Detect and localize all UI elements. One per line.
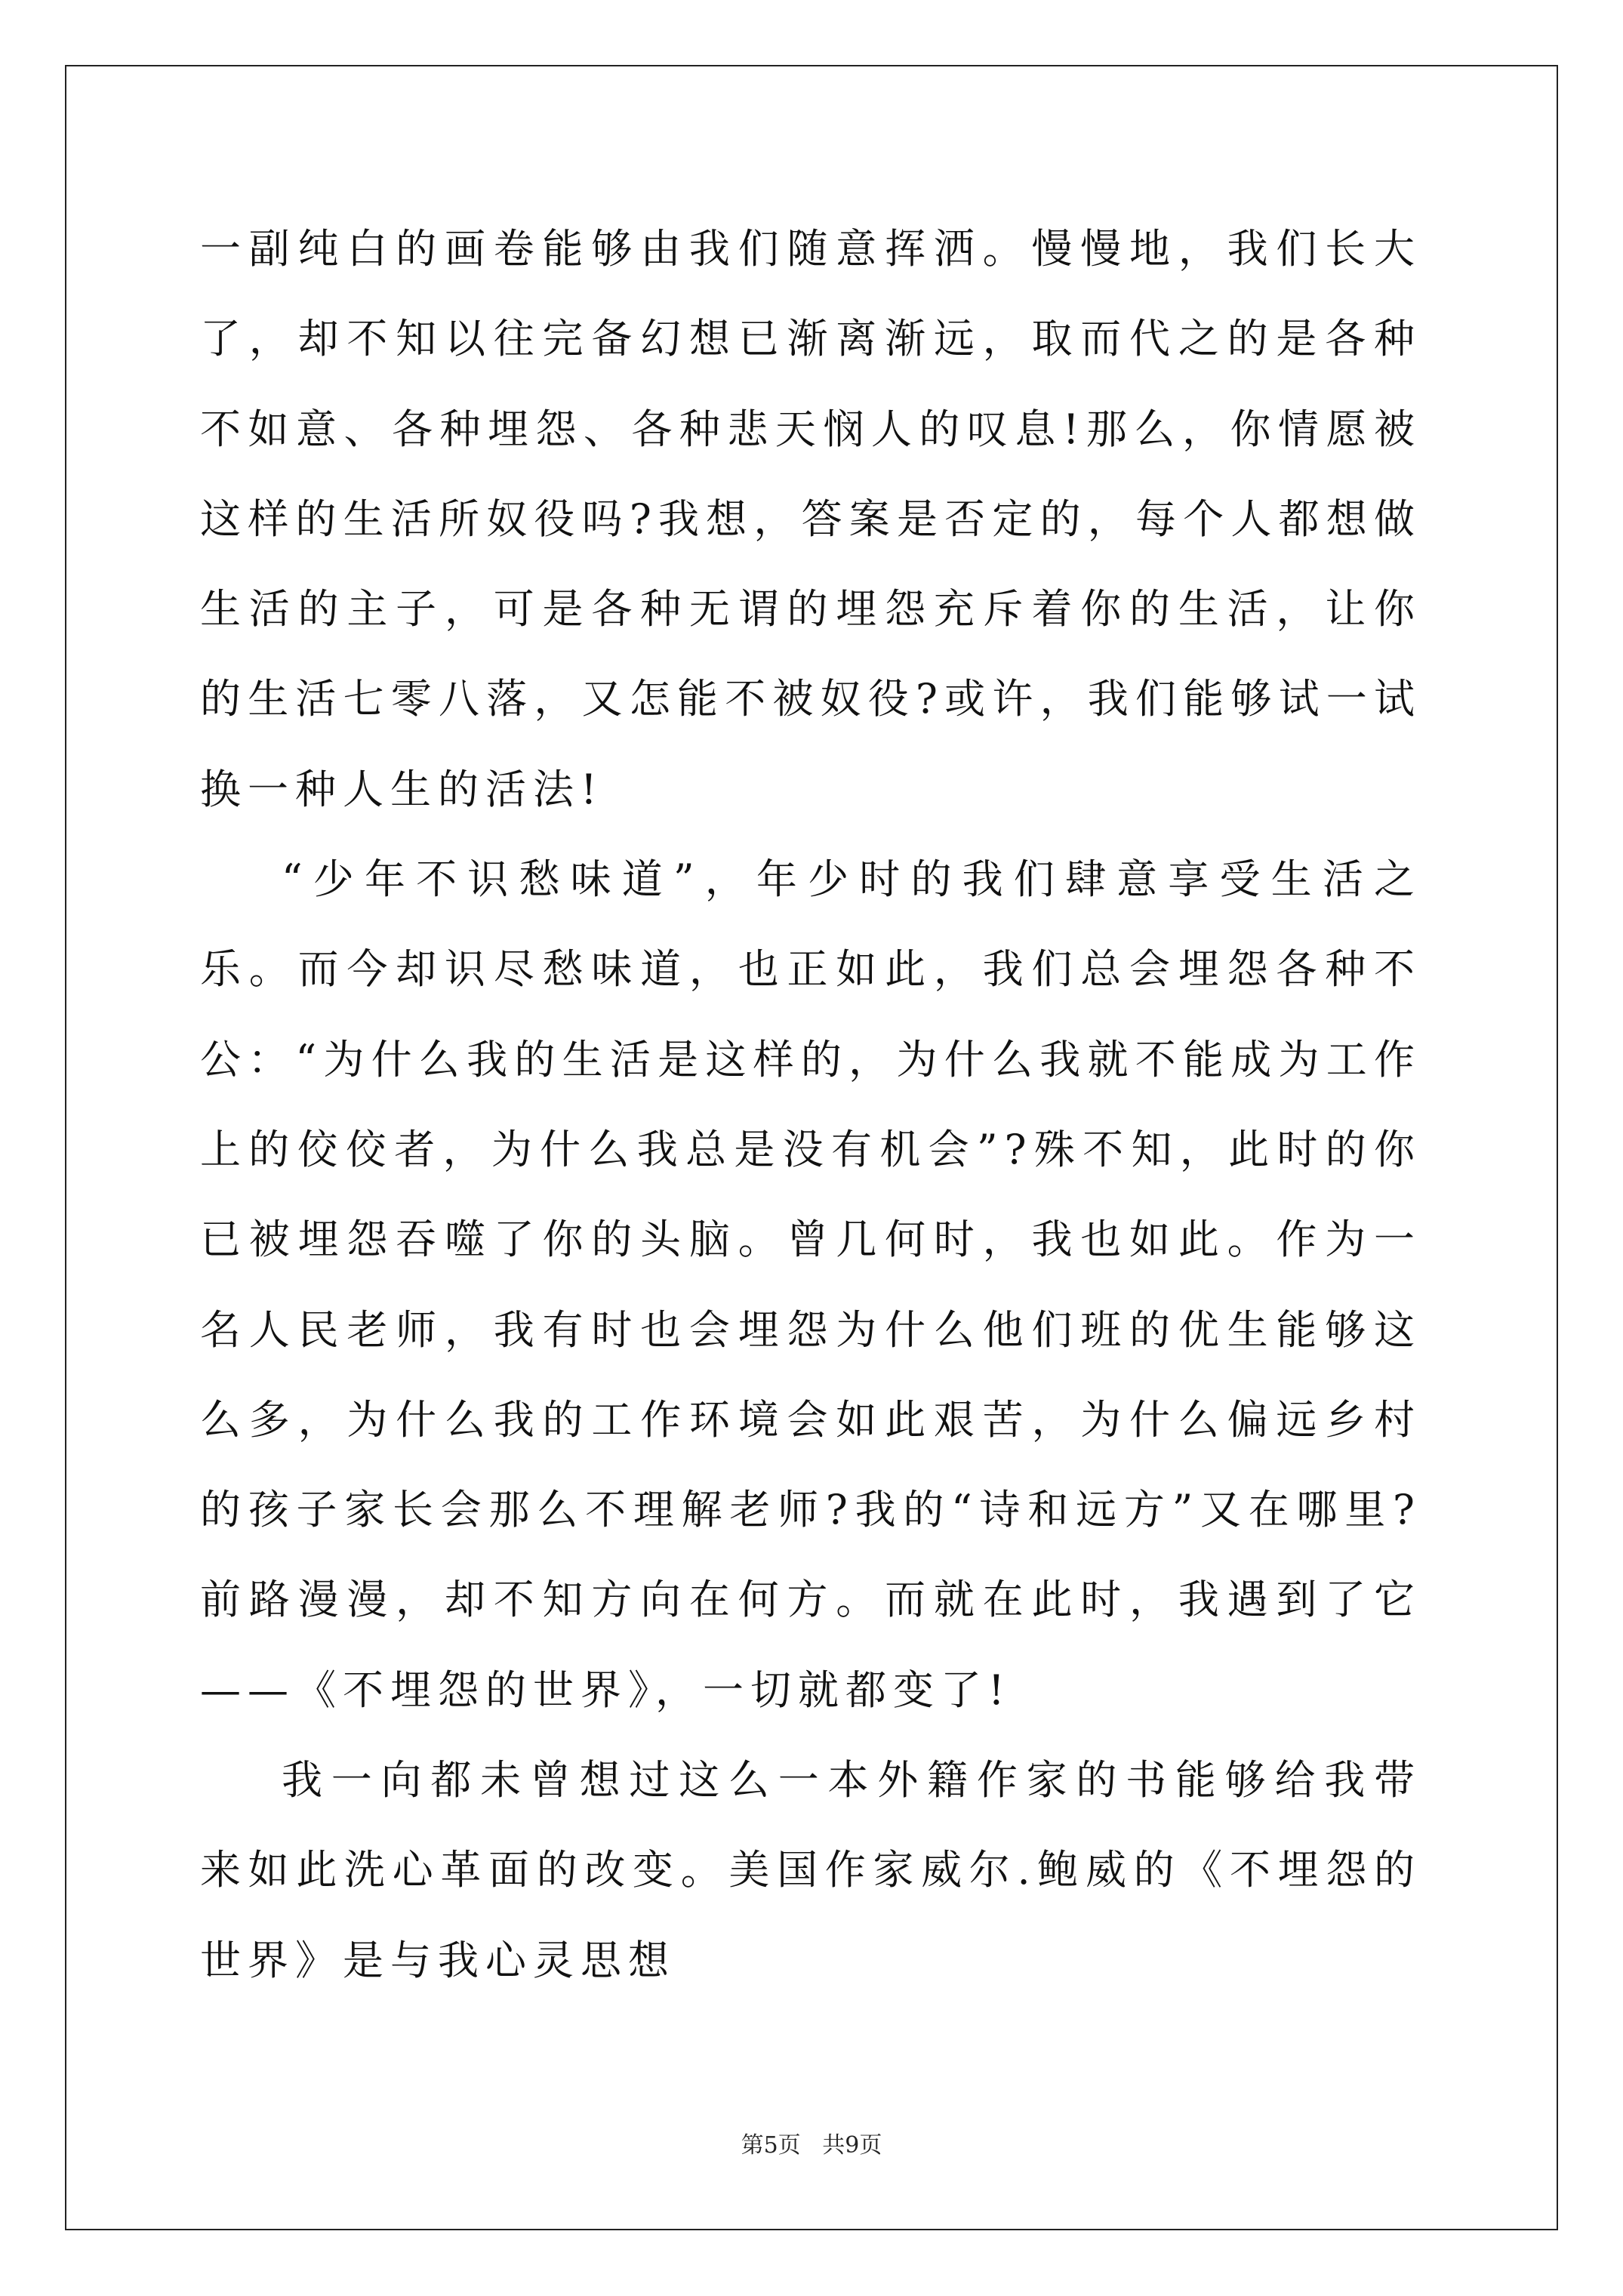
document-body — [200, 204, 1421, 2005]
page-number-footer: 第5页 共9页 — [741, 2132, 882, 2159]
paragraph-3: 我一向都未曾想过这么一本外籍作家的书能够给我带来如此洗心革面的改变。美国作家威尔.鲍威的《不埋怨的世界》是与我心灵思想 — [200, 1756, 1421, 1984]
paragraph-2: “少年不识愁味道”，年少时的我们肆意享受生活之乐。而今却识尽愁味道，也正如此，我们总会埋怨各种不公：“为什么我的生活是这样的，为什么我就不能成为工作上的佼佼者，为什么我总是没有机会”?殊不知，此时的你已被埋怨吞噬了你的头脑。曾几何时，我也如此。作为一名人民老师，我有时也会埋怨为什么他们班的优生能够这么多，为什么我的工作环境会如此艰苦，为什么偏远乡村的孩子家长会那么不理解老师?我的“诗和远方”又在哪里?前路漫漫，却不知方向在何方。而就在此时，我遇到了它——《不埋怨的世界》，一切就都变了! — [200, 855, 1421, 1714]
paragraph-1: 一副纯白的画卷能够由我们随意挥洒。慢慢地，我们长大了，却不知以往完备幻想已渐离渐远，取而代之的是各种不如意、各种埋怨、各种悲天悯人的叹息!那么，你情愿被这样的生活所奴役吗?我想，答案是否定的，每个人都想做生活的主子，可是各种无谓的埋怨充斥着你的生活，让你的生活七零八落，又怎能不被奴役?或许，我们能够试一试换一种人生的活法! — [200, 225, 1421, 813]
